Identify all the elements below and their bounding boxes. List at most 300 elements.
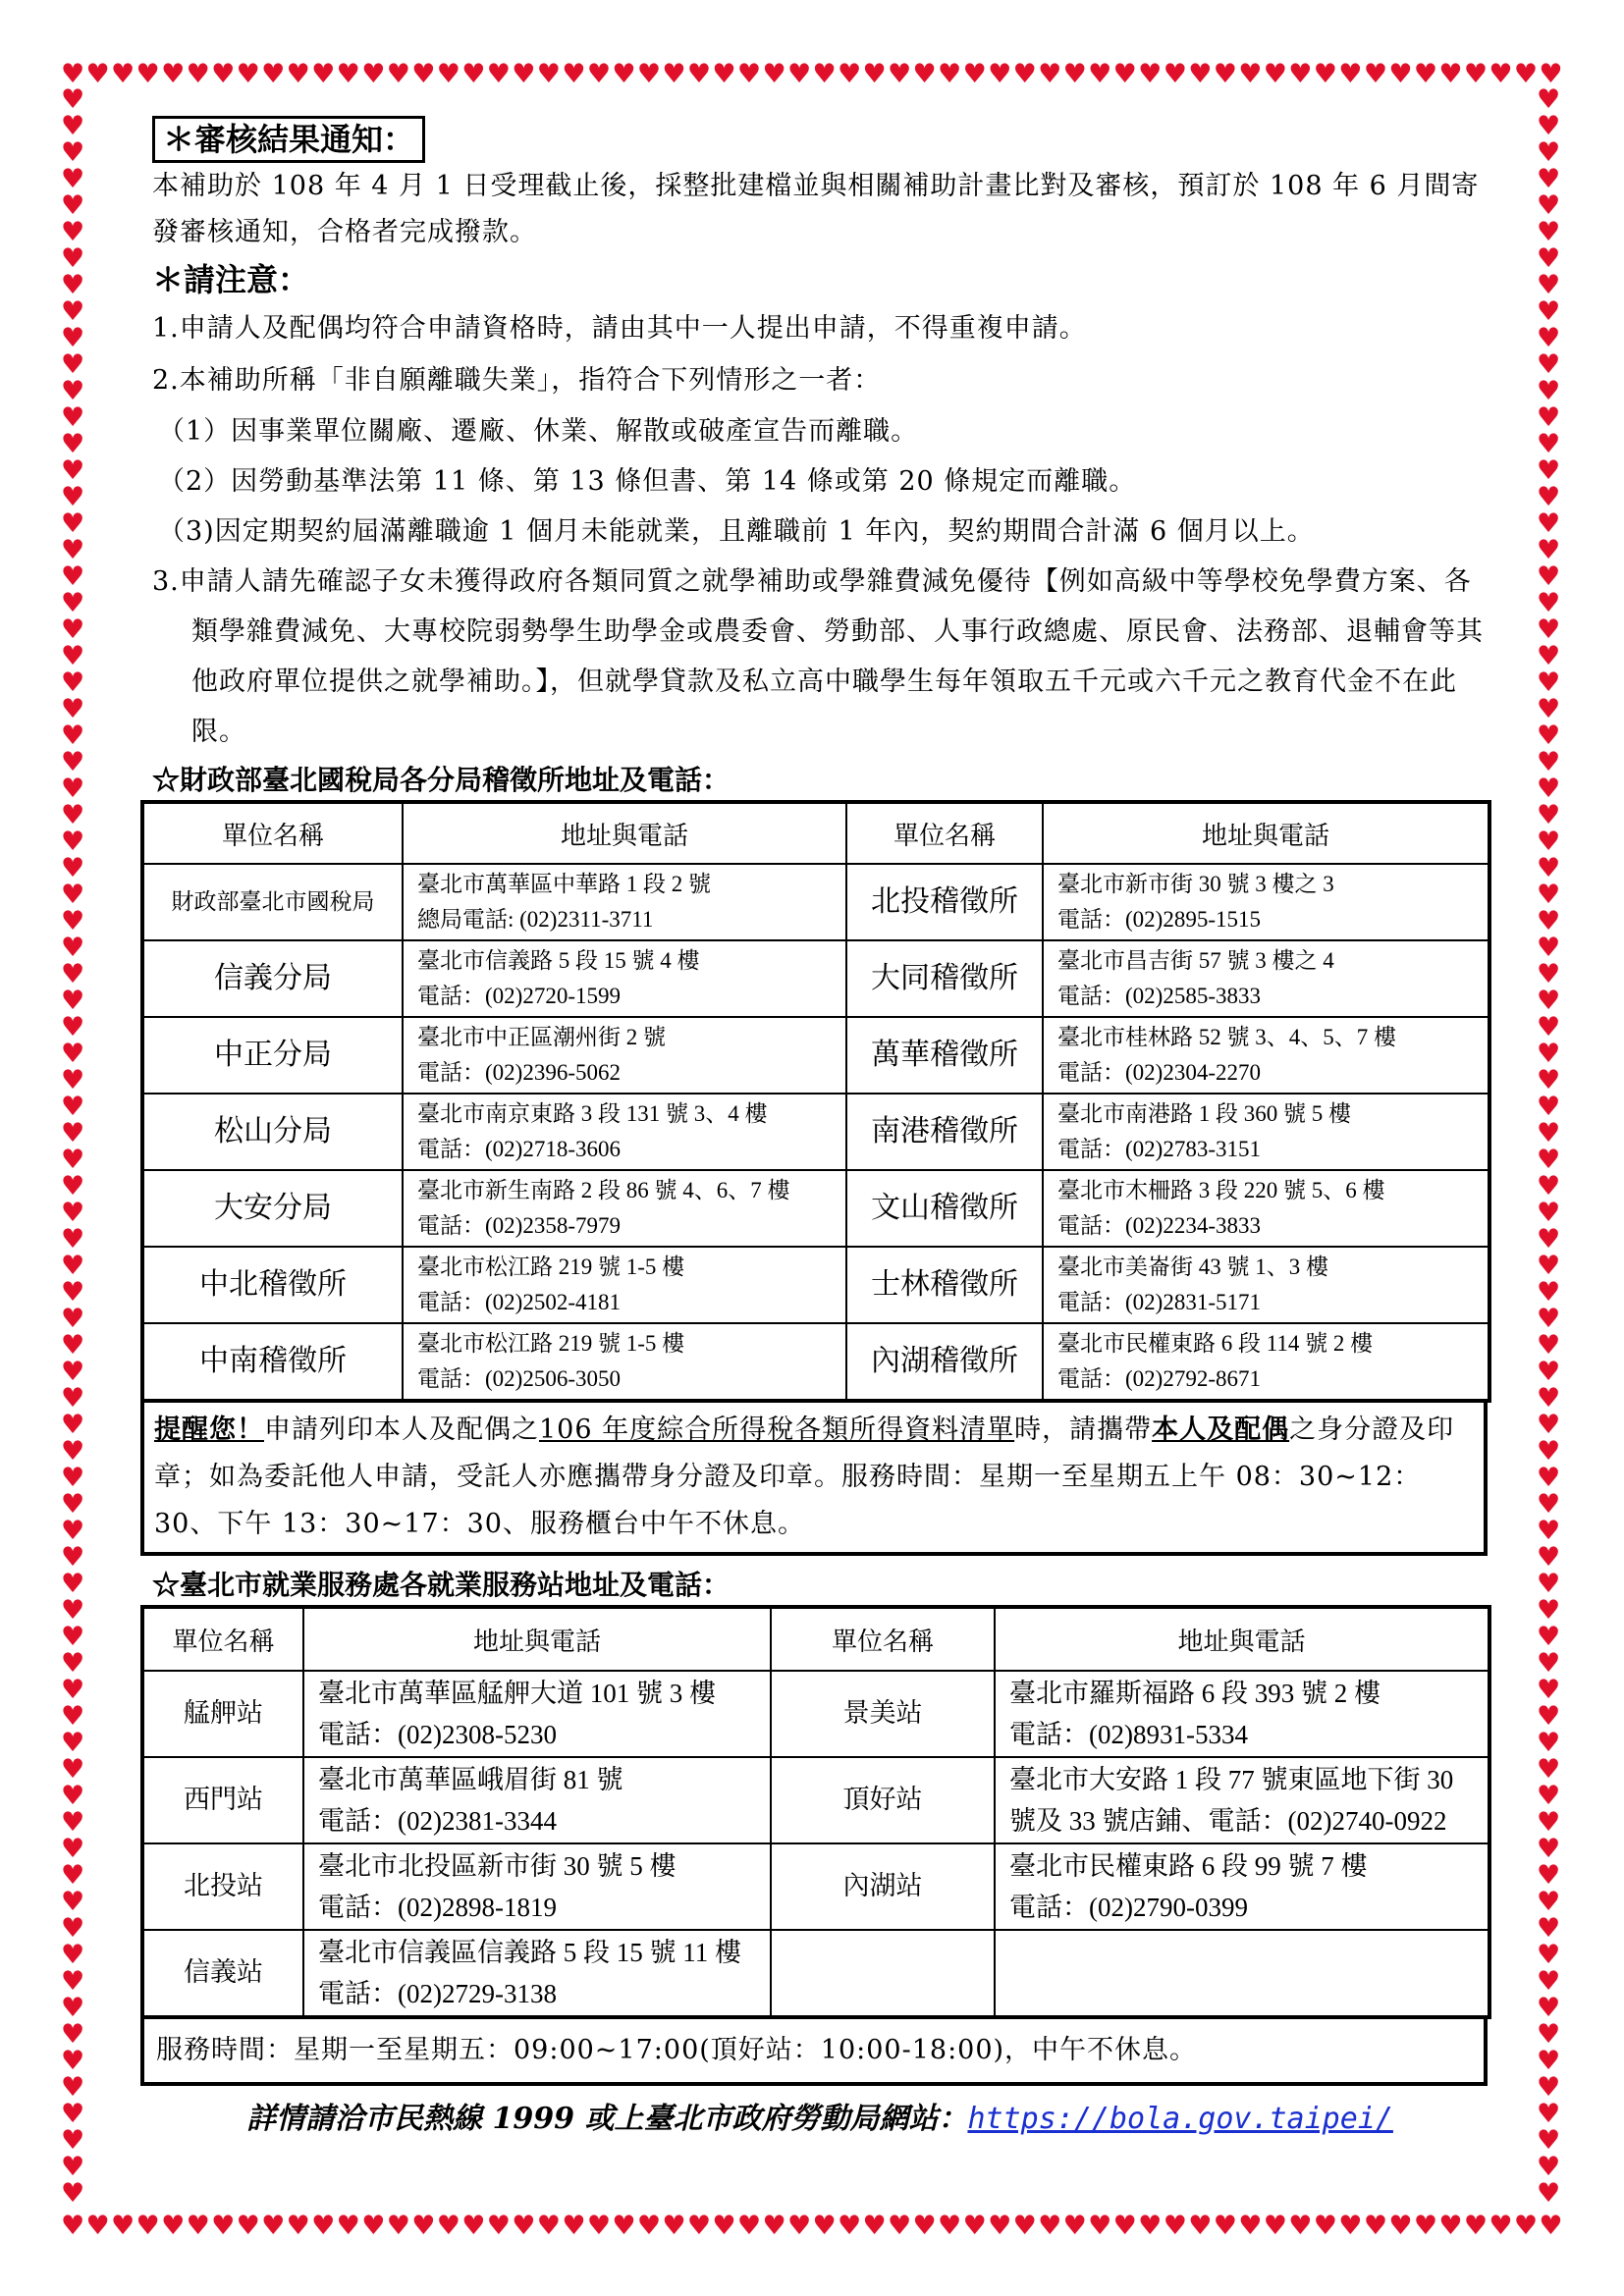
heart-icon: ♥: [1537, 1357, 1561, 1387]
heart-icon: ♥: [61, 721, 85, 751]
heart-icon: ♥: [436, 59, 460, 89]
address-phone: [303, 1930, 771, 2017]
heart-icon: ♥: [186, 2211, 210, 2241]
address: 臺北市新市街 30 號 3 樓之 3: [1057, 872, 1334, 896]
heart-icon: ♥: [1537, 535, 1561, 565]
heart-border-left: [61, 86, 84, 2207]
heart-icon: ♥: [61, 1622, 85, 1652]
heart-icon: ♥: [486, 59, 511, 89]
heart-icon: ♥: [1537, 721, 1561, 751]
reminder-box: [140, 1403, 1488, 1556]
address-phone: [995, 1930, 1489, 2017]
heart-icon: ♥: [1537, 986, 1561, 1016]
heart-icon: ♥: [636, 59, 662, 89]
heart-icon: ♥: [1238, 59, 1263, 89]
address: 臺北市萬華區艋舺大道 101 號 3 樓: [318, 1679, 716, 1708]
heart-icon: ♥: [85, 59, 110, 89]
heart-icon: ♥: [1537, 111, 1561, 141]
heart-icon: ♥: [61, 1701, 85, 1732]
heart-icon: ♥: [61, 1436, 85, 1467]
heart-icon: ♥: [1537, 1171, 1561, 1201]
attention-sub-1: （1）因事業單位關廠、遷廠、休業、解散或破產宣告而離職。: [158, 416, 919, 447]
address-phone: [403, 1170, 846, 1247]
heart-icon: ♥: [61, 1781, 85, 1811]
heart-icon: ♥: [161, 59, 186, 89]
reminder-text: 之身分證及印章；如為委託他人申請，受託人亦應攜帶身分證及印章。服務時間：星期一至星期五上午 08：30~12：30、下午 13：30~17：30、服務櫃台中午不休息。: [154, 1415, 1455, 1539]
heart-icon: ♥: [61, 2152, 85, 2182]
heart-icon: ♥: [1537, 1065, 1561, 1095]
heart-icon: ♥: [61, 1118, 85, 1148]
address: 臺北市松江路 219 號 1-5 樓: [417, 1331, 685, 1356]
address: 臺北市中正區潮州街 2 號: [417, 1025, 666, 1049]
unit-name: 文山稽徵所: [846, 1170, 1043, 1247]
heart-icon: ♥: [1213, 59, 1237, 89]
heart-icon: ♥: [61, 906, 85, 936]
heart-icon: ♥: [1537, 508, 1561, 539]
heart-icon: ♥: [938, 2211, 962, 2241]
attention-title: ＊請注意：: [152, 261, 310, 298]
address: 臺北市新生南路 2 段 86 號 4、6、7 樓: [417, 1178, 790, 1202]
reminder-self-spouse: 本人及配偶: [1152, 1415, 1290, 1445]
heart-icon: ♥: [1537, 482, 1561, 512]
heart-icon: ♥: [1537, 2072, 1561, 2103]
heart-icon: ♥: [61, 694, 85, 724]
heart-icon: ♥: [61, 1463, 85, 1493]
address: 臺北市昌吉街 57 號 3 樓之 4: [1057, 948, 1334, 973]
heart-icon: ♥: [61, 59, 85, 89]
address: 臺北市萬華區中華路 1 段 2 號: [417, 872, 711, 896]
col-header: 地址與電話: [403, 802, 846, 864]
address-phone: [1043, 1323, 1489, 1401]
heart-icon: ♥: [1537, 1198, 1561, 1228]
heart-icon: ♥: [61, 1171, 85, 1201]
heart-icon: ♥: [61, 535, 85, 565]
heart-icon: ♥: [1363, 59, 1388, 89]
heart-icon: ♥: [1537, 402, 1561, 433]
heart-icon: ♥: [61, 2099, 85, 2129]
unit-name: 萬華稽徵所: [846, 1017, 1043, 1094]
address: 臺北市北投區新市街 30 號 5 樓: [318, 1851, 677, 1881]
heart-icon: ♥: [61, 1648, 85, 1679]
phone: 電話：(02)2381-3344: [318, 1806, 557, 1836]
table-header-row: [142, 1607, 1489, 1671]
address: 臺北市桂林路 52 號 3、4、5、7 樓: [1057, 1025, 1396, 1049]
table-row: [142, 1094, 1489, 1170]
heart-icon: ♥: [1088, 59, 1112, 89]
heart-icon: ♥: [61, 111, 85, 141]
phone: 電話：(02)2502-4181: [417, 1290, 621, 1314]
heart-icon: ♥: [1539, 2211, 1563, 2241]
heart-icon: ♥: [61, 376, 85, 406]
phone: 電話：(02)2234-3833: [1057, 1213, 1261, 1238]
heart-icon: ♥: [61, 1834, 85, 1864]
heart-icon: ♥: [1363, 2211, 1388, 2241]
phone: 電話：(02)2718-3606: [417, 1137, 621, 1161]
address-phone: [1043, 1247, 1489, 1323]
heart-icon: ♥: [1537, 1648, 1561, 1679]
heart-icon: ♥: [1537, 1304, 1561, 1334]
attention-item-3: 3.申請人請先確認子女未獲得政府各類同質之就學補助或學雜費減免優待【例如高級中等學校免學費方案、各類學雜費減免、大專校院弱勢學生助學金或農委會、勞動部、人事行政總處、原民會、法務部、退輔會等其他政府單位提供之就學補助。】，但就學貸款及私立高中職學生每年領取五千元或六千元之教育代金不在此限。: [152, 566, 1484, 747]
heart-icon: ♥: [1388, 59, 1413, 89]
heart-icon: ♥: [686, 2211, 712, 2241]
col-header: 單位名稱: [142, 802, 403, 864]
heart-icon: ♥: [61, 1198, 85, 1228]
address-phone: [403, 1094, 846, 1170]
col-header: 地址與電話: [1043, 802, 1489, 864]
heart-icon: ♥: [636, 2211, 662, 2241]
heart-icon: ♥: [536, 2211, 562, 2241]
phone: 電話：(02)2720-1599: [417, 984, 621, 1008]
reminder-income-list: 106 年度綜合所得稅各類所得資料清單: [539, 1415, 1015, 1445]
heart-icon: ♥: [1537, 1595, 1561, 1626]
heart-icon: ♥: [1062, 59, 1087, 89]
heart-icon: ♥: [61, 561, 85, 592]
heart-icon: ♥: [211, 2211, 236, 2241]
footer-text: 詳情請洽市民熱線 1999 或上臺北市政府勞動局網站：: [246, 2102, 968, 2136]
tax-office-table: [140, 800, 1491, 1403]
heart-icon: ♥: [1313, 59, 1337, 89]
heart-icon: ♥: [1537, 1622, 1561, 1652]
address: 臺北市南港路 1 段 360 號 5 樓: [1057, 1101, 1351, 1126]
heart-icon: ♥: [1138, 2211, 1163, 2241]
heart-icon: ♥: [1537, 694, 1561, 724]
heart-icon: ♥: [1537, 270, 1561, 300]
address: 臺北市木柵路 3 段 220 號 5、6 樓: [1057, 1178, 1385, 1202]
address: 臺北市信義路 5 段 15 號 4 樓: [417, 948, 700, 973]
unit-name: [771, 1930, 995, 2017]
heart-icon: ♥: [1313, 2211, 1337, 2241]
unit-name: 大安分局: [142, 1170, 403, 1247]
table-row: [142, 1170, 1489, 1247]
heart-icon: ♥: [1537, 1330, 1561, 1361]
heart-icon: ♥: [61, 1754, 85, 1785]
heart-icon: ♥: [1537, 1754, 1561, 1785]
address-phone: [403, 864, 846, 940]
heart-icon: ♥: [1112, 59, 1137, 89]
heart-icon: ♥: [1537, 906, 1561, 936]
heart-icon: ♥: [336, 59, 360, 89]
heart-icon: ♥: [1138, 59, 1163, 89]
col-header: 地址與電話: [995, 1607, 1489, 1671]
address: 臺北市美崙街 43 號 1、3 樓: [1057, 1255, 1328, 1279]
heart-icon: ♥: [61, 1542, 85, 1573]
attention-item-2: 2.本補助所稱「非自願離職失業」，指符合下列情形之一者：: [152, 365, 882, 396]
phone: 電話：(02)2396-5062: [417, 1060, 621, 1085]
heart-icon: ♥: [61, 270, 85, 300]
notice-title: ＊審核結果通知：: [152, 116, 425, 163]
employment-section-title: ☆臺北市就業服務處各就業服務站地址及電話：: [152, 1569, 731, 1601]
heart-icon: ♥: [1537, 455, 1561, 486]
heart-icon: ♥: [61, 1940, 85, 1970]
heart-icon: ♥: [386, 2211, 410, 2241]
heart-icon: ♥: [912, 2211, 937, 2241]
col-header: 地址與電話: [303, 1607, 771, 1671]
heart-icon: ♥: [61, 1092, 85, 1122]
heart-icon: ♥: [1537, 774, 1561, 804]
heart-icon: ♥: [988, 59, 1012, 89]
heart-icon: ♥: [1537, 880, 1561, 910]
heart-icon: ♥: [1513, 2211, 1539, 2241]
heart-icon: ♥: [311, 59, 336, 89]
heart-icon: ♥: [336, 2211, 360, 2241]
phone: 電話：(02)2898-1819: [318, 1893, 557, 1922]
heart-icon: ♥: [1537, 1675, 1561, 1705]
address-phone: [1043, 1094, 1489, 1170]
tax-section-title: ☆財政部臺北國稅局各分局稽徵所地址及電話：: [152, 764, 731, 796]
table-row: [142, 1247, 1489, 1323]
heart-icon: ♥: [61, 296, 85, 327]
unit-name: 頂好站: [771, 1757, 995, 1843]
heart-icon: ♥: [386, 59, 410, 89]
heart-icon: ♥: [1537, 614, 1561, 645]
heart-icon: ♥: [1537, 164, 1561, 194]
heart-icon: ♥: [1188, 59, 1213, 89]
heart-icon: ♥: [1012, 59, 1037, 89]
heart-icon: ♥: [1537, 1118, 1561, 1148]
heart-icon: ♥: [1438, 2211, 1463, 2241]
heart-icon: ♥: [135, 2211, 160, 2241]
heart-icon: ♥: [61, 1913, 85, 1944]
heart-icon: ♥: [161, 2211, 186, 2241]
heart-icon: ♥: [61, 164, 85, 194]
heart-icon: ♥: [61, 190, 85, 221]
heart-icon: ♥: [61, 1516, 85, 1546]
phone: 電話：(02)2506-3050: [417, 1366, 621, 1391]
heart-icon: ♥: [61, 508, 85, 539]
heart-icon: ♥: [61, 217, 85, 247]
heart-icon: ♥: [61, 2178, 85, 2209]
heart-icon: ♥: [1513, 59, 1539, 89]
heart-icon: ♥: [1537, 2152, 1561, 2182]
address: 臺北市信義區信義路 5 段 15 號 11 樓: [318, 1938, 741, 1967]
heart-icon: ♥: [461, 2211, 486, 2241]
heart-icon: ♥: [662, 2211, 686, 2241]
heart-icon: ♥: [1537, 800, 1561, 830]
heart-icon: ♥: [61, 1065, 85, 1095]
heart-icon: ♥: [1012, 2211, 1037, 2241]
heart-icon: ♥: [1537, 137, 1561, 168]
heart-icon: ♥: [1413, 59, 1438, 89]
heart-icon: ♥: [486, 2211, 511, 2241]
address: 臺北市松江路 219 號 1-5 樓: [417, 1255, 685, 1279]
unit-name: 士林稽徵所: [846, 1247, 1043, 1323]
unit-name: 南港稽徵所: [846, 1094, 1043, 1170]
heart-icon: ♥: [536, 59, 562, 89]
address: 臺北市南京東路 3 段 131 號 3、4 樓: [417, 1101, 768, 1126]
unit-name: 財政部臺北市國稅局: [142, 864, 403, 940]
heart-icon: ♥: [1537, 1436, 1561, 1467]
heart-icon: ♥: [1038, 2211, 1062, 2241]
heart-icon: ♥: [1537, 667, 1561, 698]
heart-icon: ♥: [862, 59, 887, 89]
heart-icon: ♥: [1288, 59, 1313, 89]
heart-icon: ♥: [61, 1807, 85, 1838]
unit-name: 北投站: [142, 1843, 303, 1930]
heart-icon: ♥: [888, 2211, 912, 2241]
heart-icon: ♥: [712, 2211, 736, 2241]
heart-icon: ♥: [1537, 296, 1561, 327]
heart-icon: ♥: [61, 1357, 85, 1387]
address: 臺北市大安路 1 段 77 號東區地下街 30: [1009, 1765, 1454, 1794]
heart-icon: ♥: [261, 2211, 286, 2241]
unit-name: 信義分局: [142, 940, 403, 1017]
heart-icon: ♥: [1537, 1807, 1561, 1838]
heart-icon: ♥: [1537, 747, 1561, 777]
heart-icon: ♥: [586, 2211, 612, 2241]
heart-icon: ♥: [1537, 1860, 1561, 1891]
notice-heading: [152, 116, 1488, 163]
table-row: [142, 940, 1489, 1017]
heart-icon: ♥: [1537, 1224, 1561, 1255]
attention-sub-2: （2）因勞動基準法第 11 條、第 13 條但書、第 14 條或第 20 條規定而離職。: [158, 466, 1137, 497]
heart-icon: ♥: [61, 2211, 85, 2241]
heart-icon: ♥: [61, 349, 85, 380]
heart-icon: ♥: [436, 2211, 460, 2241]
heart-icon: ♥: [61, 1224, 85, 1255]
heart-border-bottom: [61, 2213, 1563, 2239]
footer: [152, 2098, 1488, 2141]
heart-icon: ♥: [1537, 1781, 1561, 1811]
unit-name: 中正分局: [142, 1017, 403, 1094]
heart-icon: ♥: [61, 614, 85, 645]
heart-icon: ♥: [1463, 59, 1489, 89]
unit-name: 內湖稽徵所: [846, 1323, 1043, 1401]
table-row: [142, 1843, 1489, 1930]
unit-name: 松山分局: [142, 1094, 403, 1170]
table-row: [142, 1017, 1489, 1094]
heart-icon: ♥: [61, 1012, 85, 1042]
heart-icon: ♥: [1537, 1383, 1561, 1414]
service-hours: 服務時間：星期一至星期五：09:00~17:00(頂好站：10:00-18:00)，中午不休息。: [140, 2019, 1488, 2086]
address: 臺北市羅斯福路 6 段 393 號 2 樓: [1009, 1679, 1380, 1708]
heart-icon: ♥: [1539, 59, 1563, 89]
heart-icon: ♥: [938, 59, 962, 89]
heart-icon: ♥: [211, 59, 236, 89]
heart-icon: ♥: [61, 1489, 85, 1520]
website-link[interactable]: https://bola.gov.taipei/: [967, 2102, 1393, 2136]
heart-icon: ♥: [61, 482, 85, 512]
reminder-text: 申請列印本人及配偶之: [264, 1415, 539, 1445]
heart-icon: ♥: [61, 800, 85, 830]
heart-icon: ♥: [812, 2211, 837, 2241]
heart-icon: ♥: [311, 2211, 336, 2241]
heart-icon: ♥: [812, 59, 837, 89]
heart-icon: ♥: [912, 59, 937, 89]
heart-icon: ♥: [61, 1330, 85, 1361]
col-header: 單位名稱: [771, 1607, 995, 1671]
heart-icon: ♥: [236, 2211, 260, 2241]
employment-station-table: [140, 1605, 1491, 2019]
heart-icon: ♥: [61, 1860, 85, 1891]
phone: 電話：(02)2895-1515: [1057, 907, 1261, 932]
heart-icon: ♥: [236, 59, 260, 89]
heart-icon: ♥: [1188, 2211, 1213, 2241]
address: 臺北市民權東路 6 段 114 號 2 樓: [1057, 1331, 1374, 1356]
heart-icon: ♥: [61, 1569, 85, 1599]
heart-icon: ♥: [61, 986, 85, 1016]
heart-icon: ♥: [786, 2211, 812, 2241]
address-phone: [403, 1247, 846, 1323]
heart-icon: ♥: [1537, 1966, 1561, 1997]
heart-icon: ♥: [61, 1304, 85, 1334]
heart-icon: ♥: [1537, 1092, 1561, 1122]
heart-icon: ♥: [1537, 1940, 1561, 1970]
heart-icon: ♥: [61, 959, 85, 989]
heart-icon: ♥: [712, 59, 736, 89]
heart-icon: ♥: [1537, 1913, 1561, 1944]
col-header: 單位名稱: [142, 1607, 303, 1671]
heart-icon: ♥: [61, 2125, 85, 2156]
heart-icon: ♥: [1537, 243, 1561, 274]
heart-icon: ♥: [61, 2046, 85, 2076]
address-phone: [403, 1323, 846, 1401]
attention-sub-3: （3)因定期契約屆滿離職逾 1 個月未能就業，且離職前 1 年內，契約期間合計滿 6 個月以上。: [158, 516, 1315, 547]
heart-icon: ♥: [612, 59, 636, 89]
heart-icon: ♥: [1537, 2099, 1561, 2129]
heart-icon: ♥: [736, 59, 762, 89]
address-phone: [1043, 864, 1489, 940]
heart-icon: ♥: [61, 2072, 85, 2103]
heart-icon: ♥: [586, 59, 612, 89]
unit-name: 信義站: [142, 1930, 303, 2017]
phone: 電話：(02)8931-5334: [1009, 1720, 1248, 1749]
attention-item-1: 1.申請人及配偶均符合申請資格時，請由其中一人提出申請，不得重複申請。: [152, 313, 1087, 344]
unit-name: 艋舺站: [142, 1671, 303, 1757]
heart-icon: ♥: [1537, 1463, 1561, 1493]
document-content: [152, 116, 1488, 2141]
heart-icon: ♥: [61, 853, 85, 883]
reminder-lead: 提醒您！: [154, 1415, 264, 1445]
heart-icon: ♥: [61, 1595, 85, 1626]
heart-icon: ♥: [1537, 641, 1561, 671]
heart-icon: ♥: [1288, 2211, 1313, 2241]
phone: 電話：(02)2831-5171: [1057, 1290, 1261, 1314]
address-phone: [995, 1843, 1489, 1930]
heart-icon: ♥: [1537, 561, 1561, 592]
heart-icon: ♥: [61, 84, 85, 115]
address: 臺北市民權東路 6 段 99 號 7 樓: [1009, 1851, 1368, 1881]
heart-icon: ♥: [786, 59, 812, 89]
heart-icon: ♥: [562, 59, 586, 89]
heart-icon: ♥: [1062, 2211, 1087, 2241]
heart-icon: ♥: [61, 827, 85, 857]
address-phone: [403, 940, 846, 1017]
heart-icon: ♥: [762, 59, 786, 89]
heart-icon: ♥: [562, 2211, 586, 2241]
heart-icon: ♥: [61, 1383, 85, 1414]
heart-icon: ♥: [762, 2211, 786, 2241]
heart-icon: ♥: [1537, 959, 1561, 989]
heart-icon: ♥: [512, 2211, 536, 2241]
heart-icon: ♥: [61, 667, 85, 698]
address-phone: [995, 1671, 1489, 1757]
heart-icon: ♥: [1537, 1542, 1561, 1573]
heart-icon: ♥: [1537, 1012, 1561, 1042]
heart-icon: ♥: [1537, 2046, 1561, 2076]
heart-icon: ♥: [135, 59, 160, 89]
heart-icon: ♥: [61, 1410, 85, 1440]
heart-icon: ♥: [61, 429, 85, 459]
heart-icon: ♥: [1489, 59, 1513, 89]
heart-icon: ♥: [186, 59, 210, 89]
unit-name: 景美站: [771, 1671, 995, 1757]
heart-icon: ♥: [1263, 59, 1287, 89]
address-phone: [303, 1757, 771, 1843]
heart-icon: ♥: [1537, 1145, 1561, 1175]
heart-icon: ♥: [1537, 376, 1561, 406]
phone: 號及 33 號店鋪、電話：(02)2740-0922: [1009, 1806, 1447, 1836]
heart-icon: ♥: [1088, 2211, 1112, 2241]
